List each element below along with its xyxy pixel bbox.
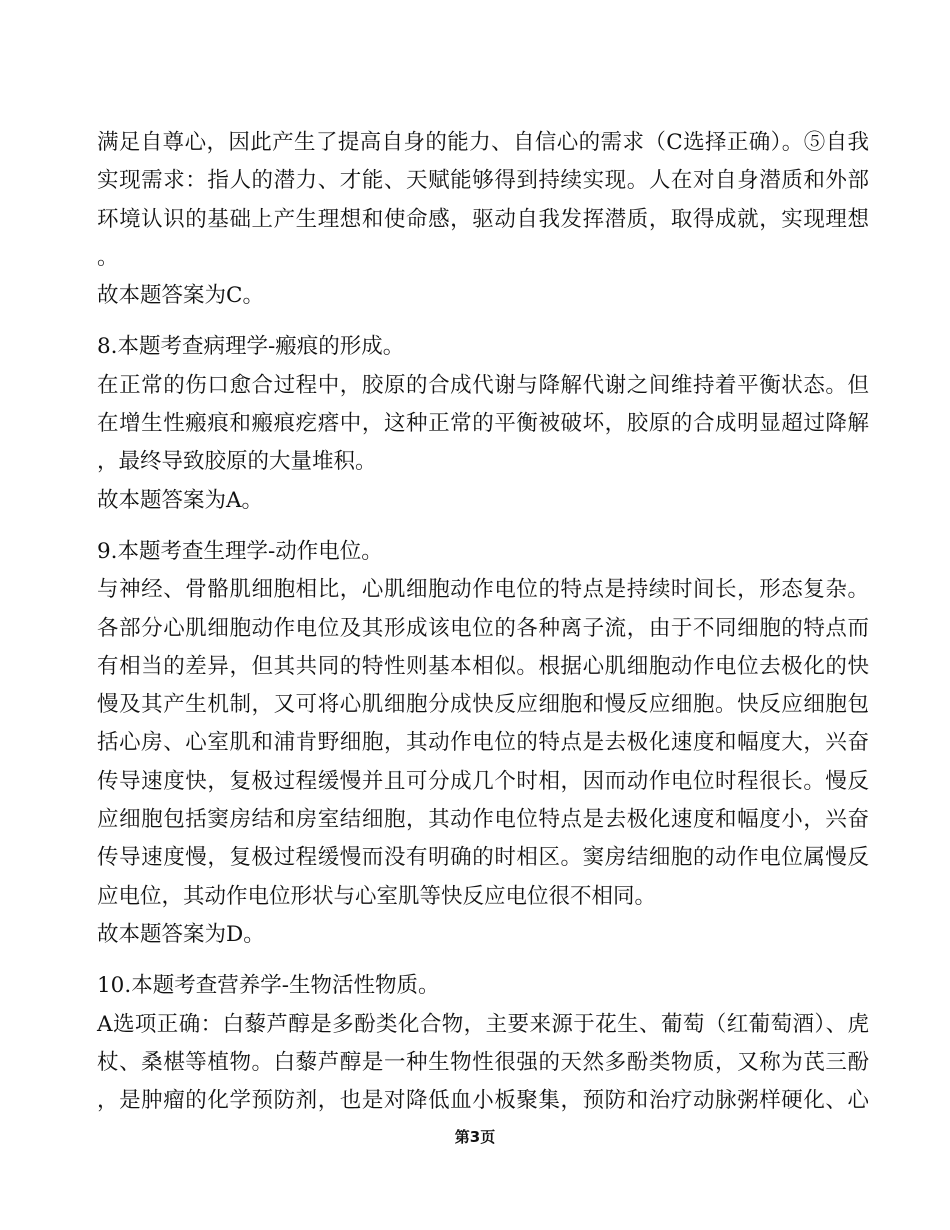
- answer-section: [97, 533, 869, 954]
- text-line: 应细胞包括窦房结和房室结细胞，其动作电位特点是去极化速度和幅度小，兴奋: [97, 807, 869, 833]
- answer-section: [97, 967, 869, 1120]
- text-line: 慢及其产生机制，又可将心肌细胞分成快反应细胞和慢反应细胞。快反应细胞包: [97, 692, 869, 718]
- text-line: ，是肿瘤的化学预防剂，也是对降低血小板聚集，预防和治疗动脉粥样硬化、心: [97, 1088, 869, 1114]
- text-line: 应电位，其动作电位形状与心室肌等快反应电位很不相同。: [97, 883, 657, 909]
- text-line: 。: [97, 244, 119, 270]
- page-number: 第3页: [454, 1128, 496, 1146]
- text-line: 各部分心肌细胞动作电位及其形成该电位的各种离子流，由于不同细胞的特点而: [97, 615, 869, 641]
- answer-section: [97, 124, 869, 315]
- text-line: 有相当的差异，但其共同的特性则基本相似。根据心肌细胞动作电位去极化的快: [97, 653, 869, 679]
- section-heading: 9.本题考查生理学-动作电位。: [97, 538, 383, 564]
- section-heading: 8.本题考查病理学-瘢痕的形成。: [97, 334, 405, 360]
- text-line: 杖、桑椹等植物。白藜芦醇是一种生物性很强的天然多酚类物质，又称为芪三酚: [97, 1049, 869, 1075]
- document-body: [97, 124, 869, 1133]
- text-line: 在正常的伤口愈合过程中，胶原的合成代谢与降解代谢之间维持着平衡状态。但: [97, 372, 869, 398]
- answer-section: [97, 328, 869, 519]
- text-line: 传导速度慢，复极过程缓慢而没有明确的时相区。窦房结细胞的动作电位属慢反: [97, 845, 869, 871]
- text-line: 故本题答案为C。: [97, 283, 264, 309]
- text-line: 故本题答案为D。: [97, 921, 265, 947]
- text-line: 与神经、骨骼肌细胞相比，心肌细胞动作电位的特点是持续时间长，形态复杂。: [97, 577, 869, 603]
- text-line: 环境认识的基础上产生理想和使命感，驱动自我发挥潜质，取得成就，实现理想: [97, 206, 869, 232]
- section-heading: 10.本题考查营养学-生物活性物质。: [97, 973, 440, 999]
- text-line: 实现需求：指人的潜力、才能、天赋能够得到持续实现。人在对自身潜质和外部: [97, 168, 869, 194]
- text-line: 括心房、心室肌和浦肯野细胞，其动作电位的特点是去极化速度和幅度大，兴奋: [97, 730, 869, 756]
- text-line: 在增生性瘢痕和瘢痕疙瘩中，这种正常的平衡被破坏，胶原的合成明显超过降解: [97, 411, 869, 437]
- text-line: ，最终导致胶原的大量堆积。: [97, 449, 377, 475]
- text-line: 传导速度快，复极过程缓慢并且可分成几个时相，因而动作电位时程很长。慢反: [97, 768, 869, 794]
- text-line: 故本题答案为A。: [97, 487, 264, 513]
- text-line: 满足自尊心，因此产生了提高自身的能力、自信心的需求（C选择正确）。⑤自我: [97, 130, 869, 155]
- text-line: A选项正确：白藜芦醇是多酚类化合物，主要来源于花生、葡萄（红葡萄酒）、虎: [97, 1011, 869, 1037]
